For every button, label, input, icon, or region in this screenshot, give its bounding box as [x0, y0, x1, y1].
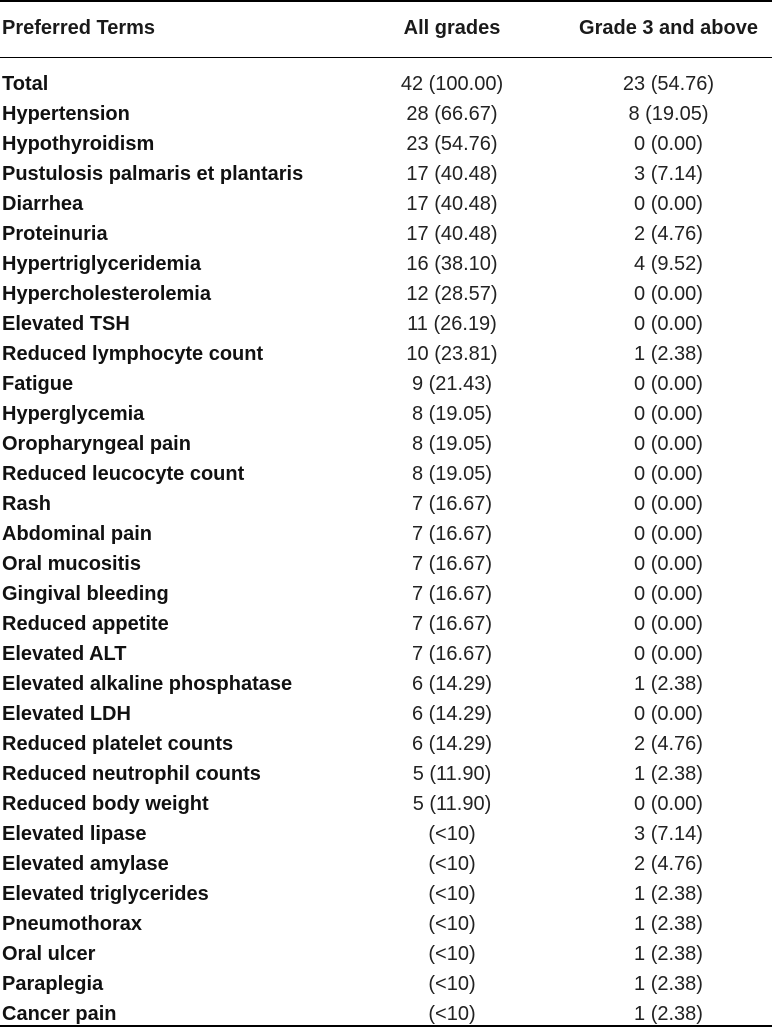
- table-row: [0, 99, 772, 129]
- row-preferred-term: Proteinuria: [2, 223, 108, 245]
- table-header-row: [0, 0, 772, 57]
- table-row: [0, 699, 772, 729]
- table-row: [0, 639, 772, 669]
- row-all-grades-value: 6 (14.29): [411, 703, 493, 725]
- row-preferred-term: Elevated ALT: [2, 643, 127, 665]
- table-row: [0, 879, 772, 909]
- row-preferred-term: Diarrhea: [2, 193, 84, 215]
- table-row: [0, 249, 772, 279]
- row-grade-3-value: 0 (0.00): [634, 463, 703, 485]
- row-preferred-term: Reduced neutrophil counts: [2, 763, 261, 785]
- table-row: [0, 219, 772, 249]
- row-grade-3-value: 3 (7.14): [634, 823, 703, 845]
- row-all-grades-value: (<10): [428, 883, 476, 905]
- row-all-grades-value: 7 (16.67): [411, 553, 493, 575]
- row-preferred-term: Hyperglycemia: [2, 403, 145, 425]
- row-preferred-term: Abdominal pain: [2, 523, 152, 545]
- row-grade-3-value: 0 (0.00): [634, 523, 703, 545]
- row-all-grades-value: 17 (40.48): [406, 163, 498, 185]
- row-grade-3-value: 4 (9.52): [634, 253, 703, 275]
- row-grade-3-value: 23 (54.76): [622, 73, 715, 95]
- row-all-grades-value: (<10): [428, 823, 476, 845]
- row-all-grades-value: 8 (19.05): [411, 463, 493, 485]
- row-grade-3-value: 1 (2.38): [634, 943, 703, 965]
- row-all-grades-value: (<10): [428, 973, 476, 995]
- row-grade-3-value: 0 (0.00): [634, 433, 703, 455]
- row-grade-3-value: 1 (2.38): [634, 673, 703, 695]
- row-preferred-term: Oral mucositis: [2, 553, 141, 575]
- table-row: [0, 489, 772, 519]
- row-all-grades-value: 9 (21.43): [411, 373, 493, 395]
- row-grade-3-value: 1 (2.38): [634, 913, 703, 935]
- row-grade-3-value: 2 (4.76): [634, 853, 703, 875]
- table-header-rule: [0, 57, 772, 58]
- table-row: [0, 279, 772, 309]
- row-grade-3-value: 0 (0.00): [634, 133, 703, 155]
- row-grade-3-value: 3 (7.14): [634, 163, 703, 185]
- row-all-grades-value: 7 (16.67): [411, 613, 493, 635]
- table-row: [0, 909, 772, 939]
- row-grade-3-value: 8 (19.05): [628, 103, 709, 125]
- table-row: [0, 549, 772, 579]
- row-all-grades-value: 6 (14.29): [411, 673, 493, 695]
- row-all-grades-value: 42 (100.00): [400, 73, 504, 95]
- row-preferred-term: Fatigue: [2, 373, 74, 395]
- row-all-grades-value: 8 (19.05): [411, 433, 493, 455]
- table-row: [0, 669, 772, 699]
- row-preferred-term: Reduced platelet counts: [2, 733, 234, 755]
- header-preferred-terms: Preferred Terms: [2, 17, 156, 39]
- table-row: [0, 609, 772, 639]
- row-preferred-term: Pustulosis palmaris et plantaris: [2, 163, 304, 185]
- row-all-grades-value: 5 (11.90): [412, 763, 492, 785]
- row-grade-3-value: 0 (0.00): [634, 553, 703, 575]
- row-preferred-term: Pneumothorax: [2, 913, 143, 935]
- table-row: [0, 309, 772, 339]
- row-all-grades-value: (<10): [428, 943, 476, 965]
- table-row: [0, 819, 772, 849]
- row-preferred-term: Oropharyngeal pain: [2, 433, 191, 455]
- row-grade-3-value: 0 (0.00): [634, 493, 703, 515]
- row-grade-3-value: 0 (0.00): [634, 793, 703, 815]
- table-row: [0, 129, 772, 159]
- row-grade-3-value: 0 (0.00): [634, 193, 703, 215]
- header-grade-3-and-above: Grade 3 and above: [579, 17, 758, 39]
- table-body: [0, 69, 772, 1029]
- row-grade-3-value: 1 (2.38): [634, 1003, 703, 1025]
- row-all-grades-value: 11 (26.19): [407, 313, 497, 335]
- row-preferred-term: Rash: [2, 493, 51, 515]
- row-grade-3-value: 0 (0.00): [634, 703, 703, 725]
- row-all-grades-value: 17 (40.48): [406, 193, 498, 215]
- table-row: [0, 729, 772, 759]
- row-preferred-term: Total: [2, 73, 49, 95]
- row-preferred-term: Elevated alkaline phosphatase: [2, 673, 293, 695]
- row-all-grades-value: 6 (14.29): [411, 733, 493, 755]
- table-row: [0, 429, 772, 459]
- row-all-grades-value: 28 (66.67): [406, 103, 498, 125]
- row-grade-3-value: 2 (4.76): [634, 223, 703, 245]
- row-grade-3-value: 2 (4.76): [634, 733, 703, 755]
- row-preferred-term: Elevated LDH: [2, 703, 131, 725]
- table-row: [0, 399, 772, 429]
- row-preferred-term: Hypertriglyceridemia: [2, 253, 201, 275]
- table-row: [0, 759, 772, 789]
- row-grade-3-value: 1 (2.38): [634, 763, 703, 785]
- table-row: [0, 849, 772, 879]
- row-preferred-term: Reduced lymphocyte count: [2, 343, 264, 365]
- row-preferred-term: Oral ulcer: [2, 943, 96, 965]
- row-all-grades-value: 10 (23.81): [406, 343, 498, 365]
- row-preferred-term: Cancer pain: [2, 1003, 117, 1025]
- table-row: [0, 969, 772, 999]
- row-all-grades-value: 8 (19.05): [411, 403, 493, 425]
- row-preferred-term: Gingival bleeding: [2, 583, 169, 605]
- row-preferred-term: Elevated amylase: [2, 853, 169, 875]
- row-all-grades-value: 16 (38.10): [406, 253, 498, 275]
- row-grade-3-value: 0 (0.00): [634, 283, 703, 305]
- row-preferred-term: Reduced appetite: [2, 613, 169, 635]
- row-all-grades-value: 7 (16.67): [411, 523, 493, 545]
- row-grade-3-value: 0 (0.00): [634, 313, 703, 335]
- table-row: [0, 339, 772, 369]
- row-preferred-term: Hypothyroidism: [2, 133, 155, 155]
- row-preferred-term: Elevated lipase: [2, 823, 147, 845]
- row-all-grades-value: (<10): [428, 1003, 476, 1025]
- row-all-grades-value: 23 (54.76): [406, 133, 498, 155]
- row-grade-3-value: 1 (2.38): [634, 343, 703, 365]
- row-grade-3-value: 1 (2.38): [634, 973, 703, 995]
- header-all-grades: All grades: [403, 17, 501, 39]
- table-row: [0, 189, 772, 219]
- row-all-grades-value: 7 (16.67): [411, 493, 493, 515]
- row-grade-3-value: 0 (0.00): [634, 373, 703, 395]
- table-row: [0, 459, 772, 489]
- row-grade-3-value: 1 (2.38): [634, 883, 703, 905]
- row-all-grades-value: 5 (11.90): [412, 793, 492, 815]
- row-preferred-term: Hypercholesterolemia: [2, 283, 211, 305]
- row-all-grades-value: 12 (28.57): [406, 283, 498, 305]
- row-grade-3-value: 0 (0.00): [634, 643, 703, 665]
- row-preferred-term: Hypertension: [2, 103, 130, 125]
- table-row: [0, 369, 772, 399]
- row-all-grades-value: 7 (16.67): [411, 583, 493, 605]
- row-grade-3-value: 0 (0.00): [634, 403, 703, 425]
- table-row: [0, 159, 772, 189]
- table-row: [0, 789, 772, 819]
- row-preferred-term: Reduced leucocyte count: [2, 463, 245, 485]
- row-all-grades-value: 7 (16.67): [411, 643, 493, 665]
- row-all-grades-value: (<10): [428, 913, 476, 935]
- row-preferred-term: Elevated triglycerides: [2, 883, 209, 905]
- row-grade-3-value: 0 (0.00): [634, 583, 703, 605]
- row-all-grades-value: 17 (40.48): [406, 223, 498, 245]
- table-row: [0, 519, 772, 549]
- table-row: [0, 579, 772, 609]
- table-row: [0, 69, 772, 99]
- row-preferred-term: Paraplegia: [2, 973, 104, 995]
- row-grade-3-value: 0 (0.00): [634, 613, 703, 635]
- row-all-grades-value: (<10): [428, 853, 476, 875]
- row-preferred-term: Elevated TSH: [2, 313, 130, 335]
- row-preferred-term: Reduced body weight: [2, 793, 209, 815]
- table-row: [0, 939, 772, 969]
